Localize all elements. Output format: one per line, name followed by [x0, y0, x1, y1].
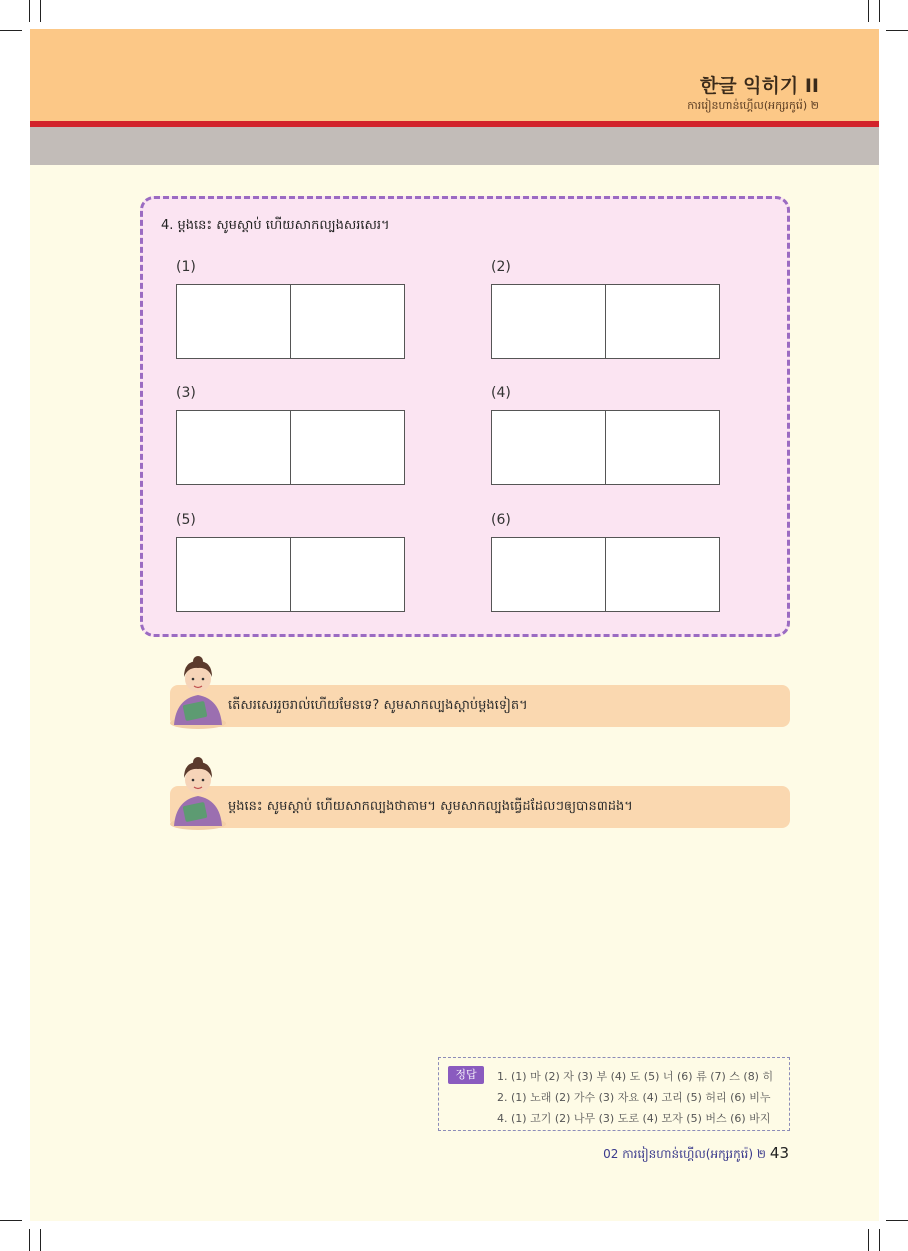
- answer-key-line-3: 4. (1) 고기 (2) 나무 (3) 도로 (4) 모자 (5) 버스 (6) 바지: [497, 1112, 771, 1125]
- crop-mark: [886, 30, 908, 31]
- teacher-icon: [168, 655, 228, 731]
- page-title: 한글 익히기 II: [699, 75, 819, 97]
- answer-box-6[interactable]: [491, 537, 720, 612]
- crop-mark: [40, 0, 41, 22]
- answer-cell[interactable]: [606, 285, 719, 358]
- answer-cell[interactable]: [291, 285, 404, 358]
- crop-mark: [886, 1220, 908, 1221]
- crop-mark: [879, 1229, 880, 1251]
- crop-mark: [868, 1229, 869, 1251]
- answer-cell[interactable]: [177, 411, 291, 484]
- answer-label-3: (3): [176, 385, 196, 401]
- page-footer: [603, 1144, 789, 1164]
- answer-label-4: (4): [491, 385, 511, 401]
- answer-box-4[interactable]: [491, 410, 720, 485]
- answer-box-5[interactable]: [176, 537, 405, 612]
- answer-cell[interactable]: [492, 538, 606, 611]
- answer-label-5: (5): [176, 512, 196, 528]
- page-subtitle: ការរៀនហាន់ហ្គើល(អក្សរកូរ៉េ) ២: [687, 99, 819, 112]
- answer-key-badge: 정답: [448, 1066, 484, 1084]
- header-band: [30, 127, 879, 165]
- answer-label-2: (2): [491, 259, 511, 275]
- page-number: 43: [769, 1144, 789, 1162]
- answer-key-line-2: 2. (1) 노래 (2) 가수 (3) 자요 (4) 고리 (5) 허리 (6) 비누: [497, 1091, 771, 1104]
- crop-mark: [29, 0, 30, 22]
- answer-box-1[interactable]: [176, 284, 405, 359]
- teacher-icon: [168, 756, 228, 832]
- answer-cell[interactable]: [177, 538, 291, 611]
- exercise-question: 4. ម្ដងនេះ សូមស្ដាប់ ហើយសាកល្បងសរសេរ។: [161, 218, 390, 233]
- answer-cell[interactable]: [291, 538, 404, 611]
- crop-mark: [40, 1229, 41, 1251]
- page-header: [30, 29, 879, 121]
- instruction-text-1: តើសរសេររួចរាល់ហើយមែនទេ? សូមសាកល្បងស្ដាប់ម្ដងទៀត។: [228, 698, 528, 713]
- footer-chapter: 02 ការរៀនហាន់ហ្គើល(អក្សរកូរ៉េ) ២: [603, 1147, 766, 1161]
- page: [30, 29, 879, 1221]
- crop-mark: [0, 1220, 22, 1221]
- answer-cell[interactable]: [291, 411, 404, 484]
- answer-label-6: (6): [491, 512, 511, 528]
- crop-mark: [868, 0, 869, 22]
- instruction-text-2: ម្ដងនេះ សូមស្ដាប់ ហើយសាកល្បងថាតាម។ សូមសាកល្បងធ្វើដដែលៗឲ្យបាន៣ដង។: [228, 799, 633, 814]
- crop-mark: [29, 1229, 30, 1251]
- answer-box-3[interactable]: [176, 410, 405, 485]
- crop-mark: [879, 0, 880, 22]
- crop-mark: [0, 30, 22, 31]
- instruction-bubble-1: [170, 685, 790, 727]
- answer-key: [438, 1057, 790, 1131]
- answer-cell[interactable]: [606, 538, 719, 611]
- answer-cell[interactable]: [606, 411, 719, 484]
- exercise-panel: [140, 196, 790, 637]
- answer-cell[interactable]: [492, 285, 606, 358]
- answer-label-1: (1): [176, 259, 196, 275]
- answer-cell[interactable]: [177, 285, 291, 358]
- answer-box-2[interactable]: [491, 284, 720, 359]
- answer-cell[interactable]: [492, 411, 606, 484]
- answer-key-line-1: 1. (1) 마 (2) 자 (3) 부 (4) 도 (5) 너 (6) 류 (7) 스 (8) 히: [497, 1070, 774, 1083]
- instruction-bubble-2: [170, 786, 790, 828]
